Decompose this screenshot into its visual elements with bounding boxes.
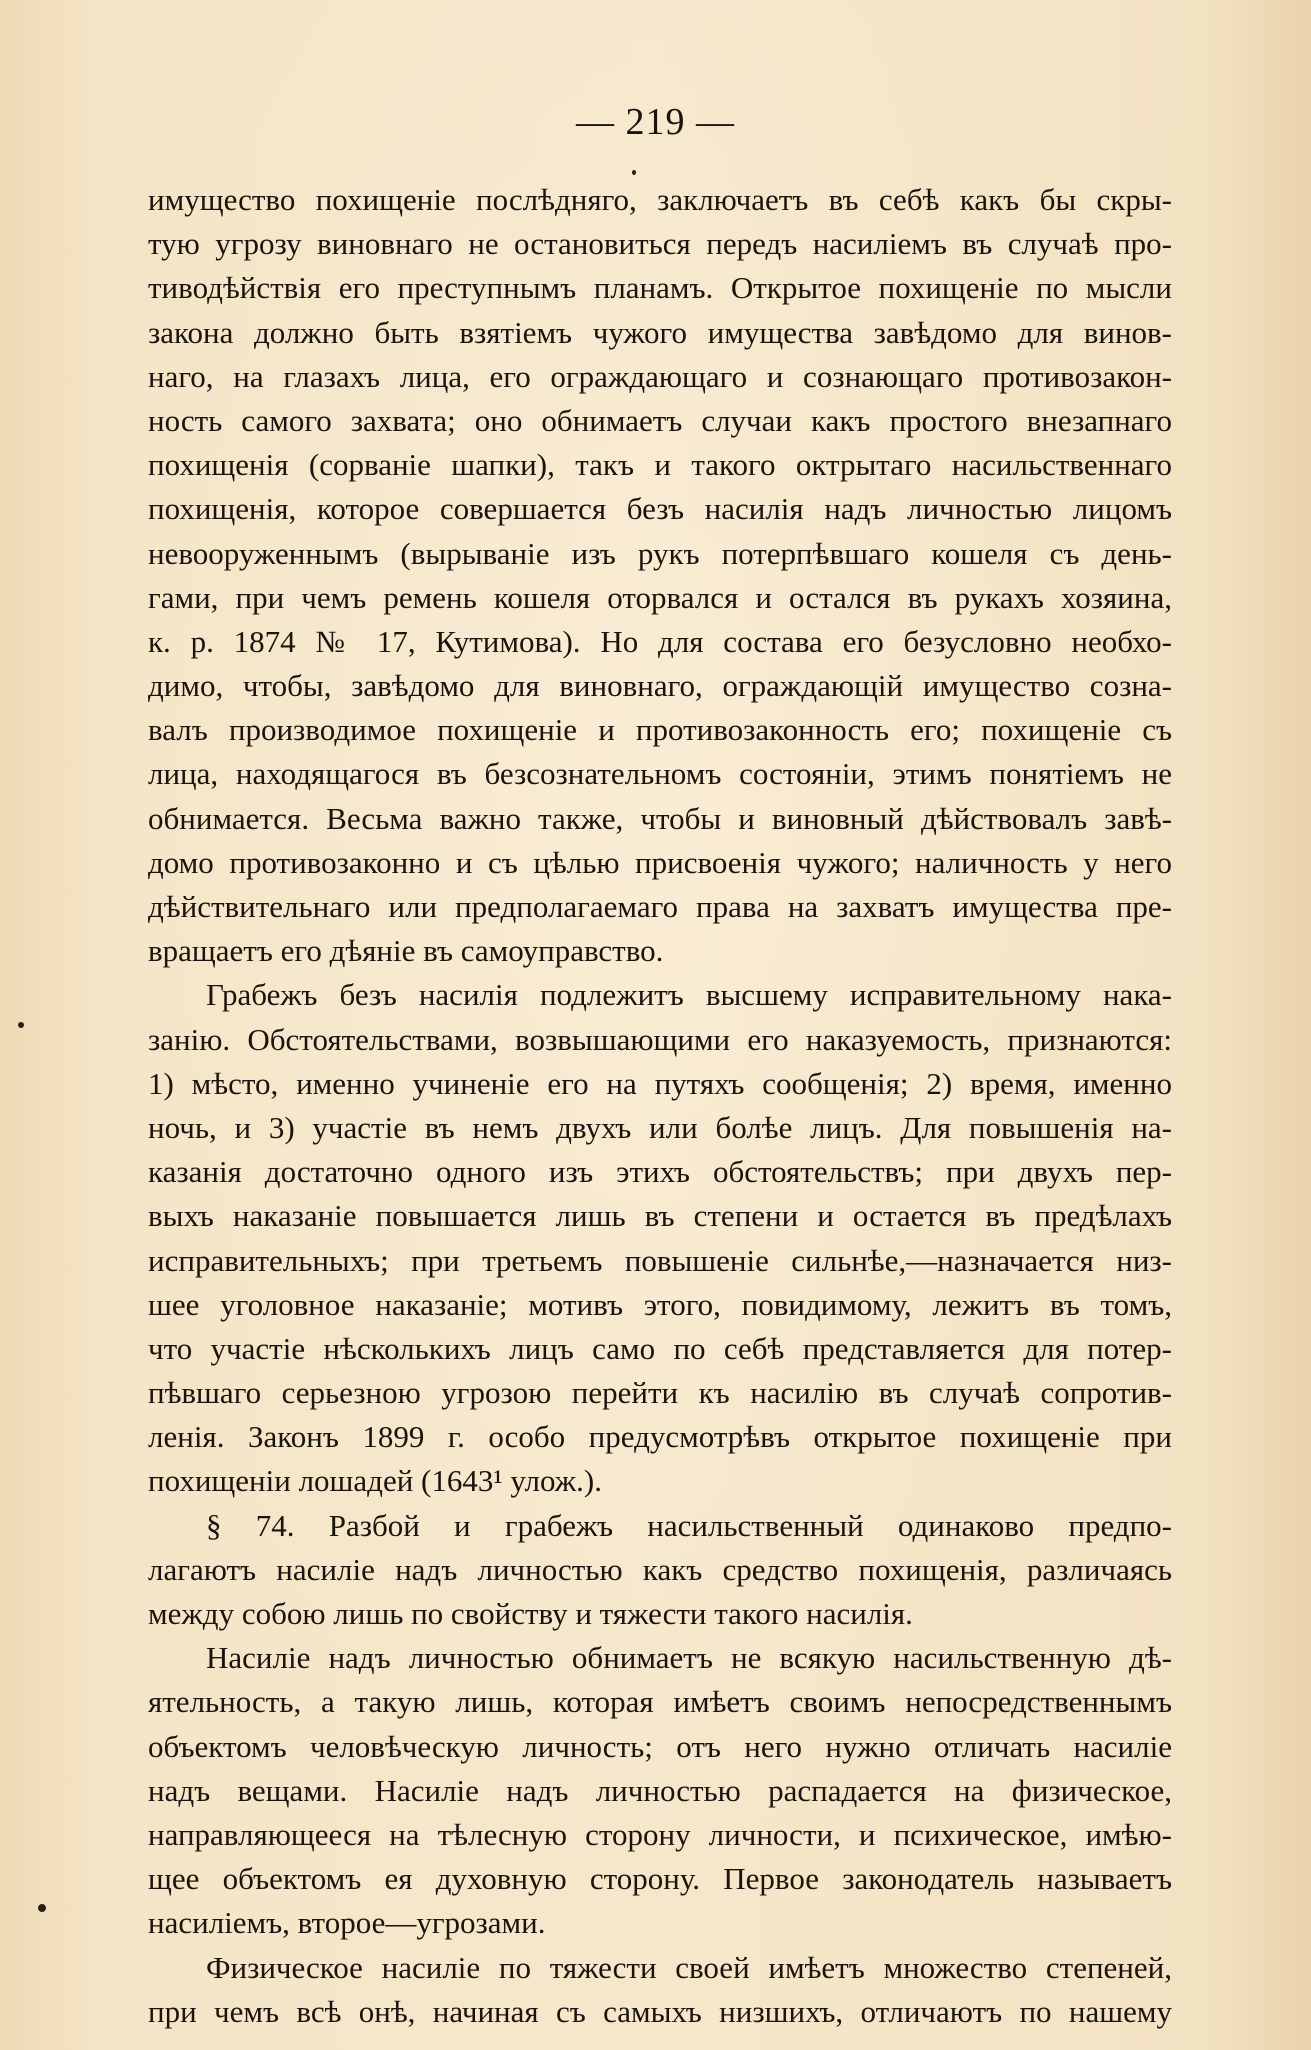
text-line: при чемъ всѣ онѣ, начиная съ самыхъ низшихъ, отличаютъ по нашему bbox=[148, 1993, 1172, 2029]
text-line: направляющееся на тѣлесную сторону личности, и психическое, имѣю- bbox=[148, 1816, 1172, 1852]
text-line: похищеніи лошадей (1643¹ улож.). bbox=[148, 1463, 602, 1499]
text-line: Насиліе надъ личностью обнимаетъ не всякую насильственную дѣ- bbox=[206, 1640, 1172, 1676]
text-line: тую угрозу виновнаго не остановиться передъ насиліемъ въ случаѣ про- bbox=[148, 226, 1172, 262]
text-line: имущество похищеніе послѣдняго, заключаетъ въ себѣ какъ бы скры- bbox=[148, 182, 1172, 217]
text-line: к. р. 1874 № 17, Кутимова). Но для состава его безусловно необхо- bbox=[148, 623, 1172, 659]
text-line: казанія достаточно одного изъ этихъ обстоятельствъ; при двухъ пер- bbox=[148, 1154, 1172, 1190]
text-line: лица, находящагося въ безсознательномъ состояніи, этимъ понятіемъ не bbox=[148, 756, 1172, 792]
text-line: щее объектомъ ея духовную сторону. Первое законодатель называетъ bbox=[148, 1861, 1172, 1897]
body-text bbox=[148, 178, 1172, 2034]
text-line: ночь, и 3) участіе въ немъ двухъ или болѣе лицъ. Для повышенія на- bbox=[148, 1109, 1172, 1145]
text-line: Физическое насиліе по тяжести своей имѣетъ множество степеней, bbox=[206, 1949, 1172, 1985]
margin-ink-dot bbox=[18, 1022, 24, 1028]
text-line: невооруженнымъ (вырываніе изъ рукъ потерпѣвшаго кошеля съ день- bbox=[148, 535, 1172, 571]
text-line: домо противозаконно и съ цѣлью присвоенія чужого; наличность у него bbox=[148, 844, 1172, 880]
text-line: димо, чтобы, завѣдомо для виновнаго, ограждающій имущество созна- bbox=[148, 668, 1172, 704]
text-line: ленія. Законъ 1899 г. особо предусмотрѣвъ открытое похищеніе при bbox=[148, 1419, 1172, 1455]
text-line: между собою лишь по свойству и тяжести такого насилія. bbox=[148, 1596, 913, 1631]
text-line: наго, на глазахъ лица, его ограждающаго и сознающаго противозакон- bbox=[148, 358, 1172, 394]
text-line: исправительныхъ; при третьемъ повышеніе сильнѣе,—назначается низ- bbox=[148, 1242, 1172, 1278]
text-line: вращаетъ его дѣяніе въ самоуправство. bbox=[148, 933, 664, 969]
text-line: валъ производимое похищеніе и противозаконность его; похищеніе съ bbox=[148, 712, 1172, 748]
text-line: выхъ наказаніе повышается лишь въ степени и остается въ предѣлахъ bbox=[148, 1198, 1172, 1234]
text-line: дѣйствительнаго или предполагаемаго права на захватъ имущества пре- bbox=[148, 889, 1172, 924]
text-line: ятельность, а такую лишь, которая имѣетъ своимъ непосредственнымъ bbox=[148, 1684, 1172, 1720]
text-line: насиліемъ, второе—угрозами. bbox=[148, 1905, 546, 1941]
text-line: обнимается. Весьма важно также, чтобы и виновный дѣйствовалъ завѣ- bbox=[148, 800, 1172, 836]
text-line: гами, при чемъ ремень кошеля оторвался и остался въ рукахъ хозяина, bbox=[148, 579, 1172, 615]
text-line: лагаютъ насиліе надъ личностью какъ средство похищенія, различаясь bbox=[148, 1551, 1172, 1587]
text-line: ность самого захвата; оно обнимаетъ случаи какъ простого внезапнаго bbox=[148, 402, 1172, 438]
text-line: тиводѣйствія его преступнымъ планамъ. Открытое похищеніе по мысли bbox=[148, 270, 1172, 306]
text-line: объектомъ человѣческую личность; отъ него нужно отличать насиліе bbox=[148, 1728, 1172, 1764]
text-line: § 74. Разбой и грабежъ насильственный одинаково предпо- bbox=[206, 1507, 1172, 1543]
page-number: — 219 — bbox=[576, 101, 735, 143]
text-line: надъ вещами. Насиліе надъ личностью распадается на физическое, bbox=[148, 1772, 1172, 1808]
text-line: шее уголовное наказаніе; мотивъ этого, повидимому, лежитъ въ томъ, bbox=[148, 1286, 1172, 1322]
text-line: похищенія (сорваніе шапки), такъ и такого октрытаго насильственнаго bbox=[148, 447, 1172, 483]
text-line: что участіе нѣсколькихъ лицъ само по себѣ представляется для потер- bbox=[148, 1330, 1172, 1366]
margin-ink-dot bbox=[38, 1904, 46, 1912]
text-line: занію. Обстоятельствами, возвышающими его наказуемость, признаются: bbox=[148, 1021, 1172, 1057]
text-line: закона должно быть взятіемъ чужого имущества завѣдомо для винов- bbox=[148, 314, 1172, 350]
text-line: пѣвшаго серьезною угрозою перейти къ насилію въ случаѣ сопротив- bbox=[148, 1375, 1172, 1411]
text-line: 1) мѣсто, именно учиненіе его на путяхъ сообщенія; 2) время, именно bbox=[148, 1065, 1172, 1101]
margin-ink-dot bbox=[632, 170, 636, 175]
text-line: похищенія, которое совершается безъ насилія надъ личностью лицомъ bbox=[148, 491, 1172, 527]
text-line: Грабежъ безъ насилія подлежитъ высшему исправительному нака- bbox=[206, 977, 1172, 1013]
